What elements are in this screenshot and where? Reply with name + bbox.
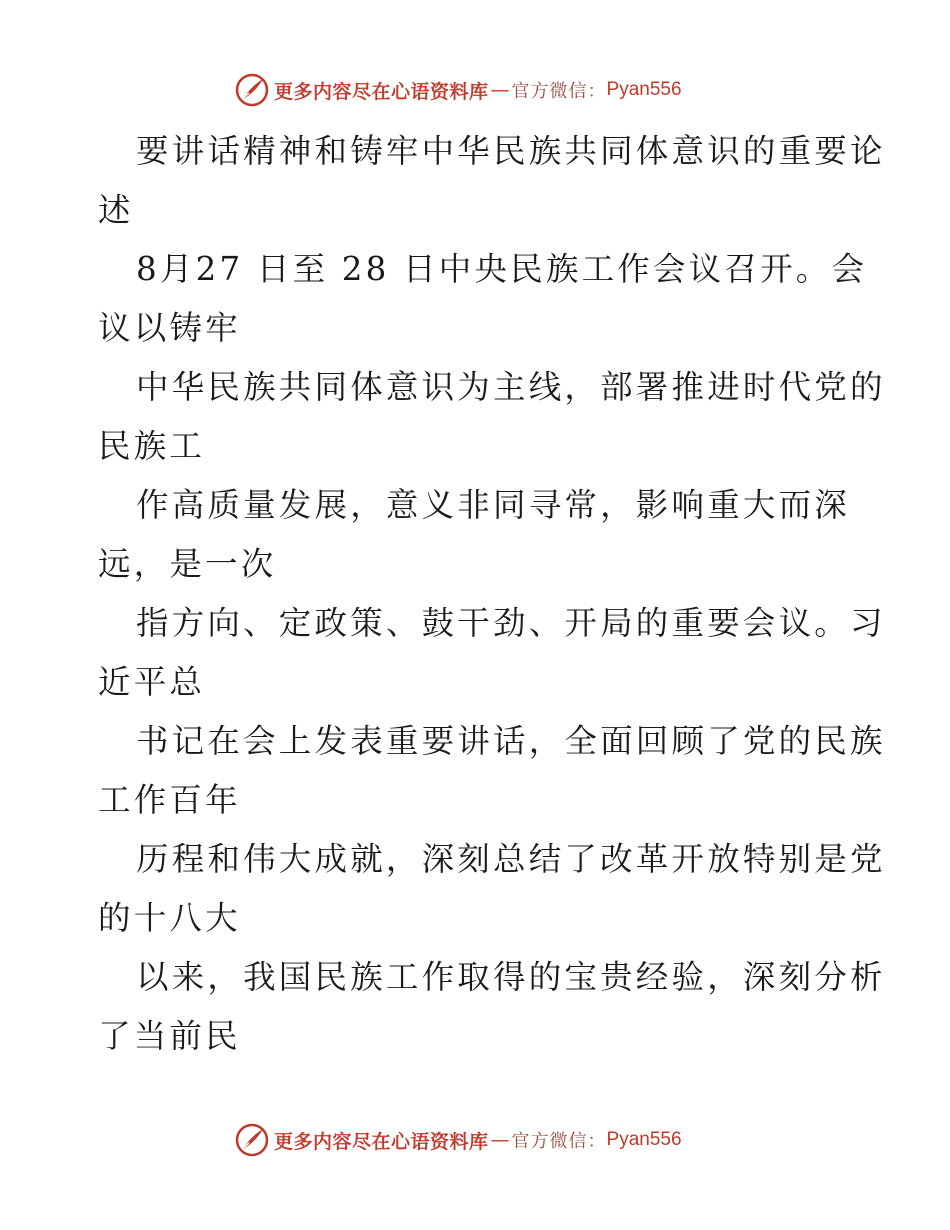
- text-line: 作高质量发展，意义非同寻常，影响重大而深: [136, 486, 851, 524]
- banner-dash: —: [490, 1129, 510, 1151]
- text-line: 的十八大: [98, 899, 241, 937]
- banner-brand: 更多内容尽在心语资料库: [274, 1130, 489, 1153]
- banner-brand: 更多内容尽在心语资料库: [274, 80, 489, 103]
- text-line: 历程和伟大成就，深刻总结了改革开放特别是党: [136, 840, 886, 878]
- text-line: 近平总: [98, 663, 206, 701]
- banner-wechat-label: 官方微信：: [511, 1131, 607, 1152]
- text-line: 远，是一次: [98, 545, 277, 583]
- banner-wechat-id: Pyan556: [606, 79, 682, 100]
- text-line: 8月27 日至 28 日中央民族工作会议召开。会: [136, 250, 868, 288]
- text-line: 议以铸牢: [98, 309, 241, 347]
- body-text: [98, 122, 886, 1066]
- text-line: 要讲话精神和铸牢中华民族共同体意识的重要论: [136, 132, 886, 170]
- header-banner: [0, 70, 950, 110]
- text-line: 中华民族共同体意识为主线，部署推进时代党的: [136, 368, 886, 406]
- text-line: 了当前民: [98, 1017, 241, 1055]
- text-line: 述: [98, 191, 134, 229]
- quill-logo-icon: [234, 1122, 270, 1158]
- text-line: 书记在会上发表重要讲话，全面回顾了党的民族: [136, 722, 886, 760]
- text-line: 指方向、定政策、鼓干劲、开局的重要会议。习: [136, 604, 886, 642]
- quill-logo-icon: [234, 72, 270, 108]
- banner-wechat-id: Pyan556: [606, 1129, 682, 1150]
- banner-wechat-label: 官方微信：: [511, 81, 607, 102]
- banner-dash: —: [490, 79, 510, 101]
- footer-banner: [0, 1120, 950, 1160]
- text-line: 以来，我国民族工作取得的宝贵经验，深刻分析: [136, 958, 886, 996]
- text-line: 工作百年: [98, 781, 241, 819]
- text-line: 民族工: [98, 427, 206, 465]
